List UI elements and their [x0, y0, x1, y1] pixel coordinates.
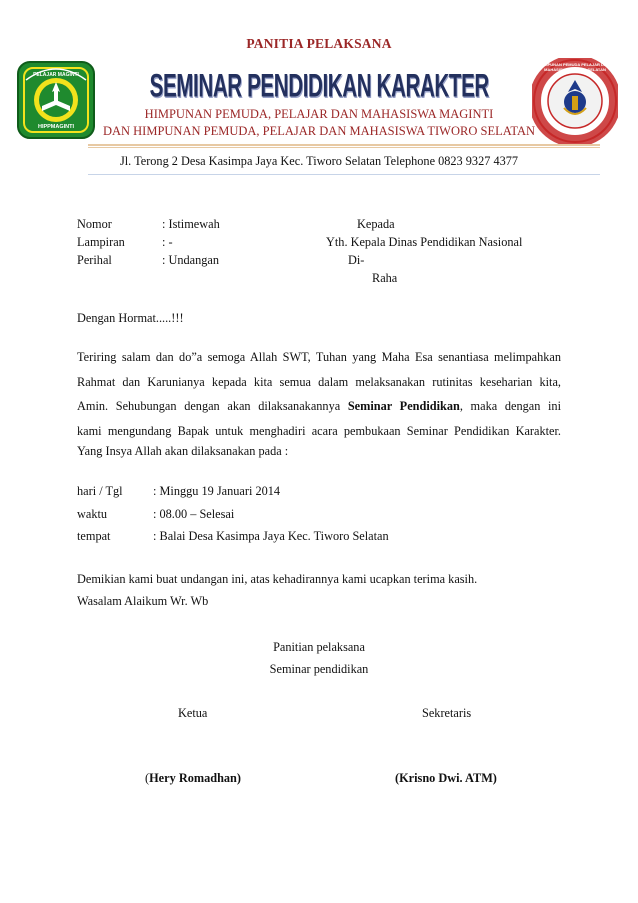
body-line-2: Rahmat dan Karunianya kepada kita semua dalam melaksanakan rutinitas keseharian kita, — [77, 374, 561, 389]
body-line-5: Yang Insya Allah akan dilaksanakan pada : — [77, 444, 289, 458]
day-value: : Minggu 19 Januari 2014 — [153, 484, 281, 498]
committee-signature-line-1: Panitian pelaksana — [273, 640, 365, 654]
body-line-3 — [77, 396, 561, 417]
event-banner — [0, 68, 638, 105]
organization-line-1: HIMPUNAN PEMUDA, PELAJAR DAN MAHASISWA MAGINTI — [144, 107, 494, 121]
committee-signature-line-2: Seminar pendidikan — [269, 662, 369, 676]
body-paragraph — [77, 347, 561, 462]
letterhead-divider-thin — [88, 147, 600, 148]
secretary-name: (Krisno Dwi. ATM) — [395, 771, 497, 785]
closing-line-1: Demikian kami buat undangan ini, atas kehadirannya kami ucapkan terima kasih. — [77, 572, 478, 586]
left-logo-top-text: PELAJAR MAGINTI — [33, 72, 79, 78]
right-logo-ring-text: HIMPUNAN PEMUDA PELAJAR DAN MAHASISWA TIWORO SELATAN — [540, 62, 610, 72]
recipient-city: Raha — [372, 271, 398, 285]
closing-line-2: Wasalam Alaikum Wr. Wb — [77, 594, 209, 608]
committee-title: PANITIA PELAKSANA — [246, 36, 392, 51]
place-value: : Balai Desa Kasimpa Jaya Kec. Tiworo Selatan — [153, 529, 389, 543]
time-label: waktu — [77, 507, 108, 521]
greeting: Dengan Hormat.....!!! — [77, 311, 184, 325]
lampiran-label: Lampiran — [77, 235, 125, 249]
chair-name — [145, 771, 241, 786]
day-label: hari / Tgl — [77, 484, 123, 498]
place-label: tempat — [77, 529, 111, 543]
organization-address: Jl. Terong 2 Desa Kasimpa Jaya Kec. Tiworo Selatan Telephone 0823 9327 4377 — [119, 154, 519, 168]
nomor-label: Nomor — [77, 217, 112, 231]
perihal-label: Perihal — [77, 253, 112, 267]
recipient-title: Yth. Kepala Dinas Pendidikan Nasional — [326, 235, 523, 249]
organization-line-2: DAN HIMPUNAN PEMUDA, PELAJAR DAN MAHASISWA TIWORO SELATAN — [102, 124, 536, 138]
body-line-3-end: , maka dengan ini — [459, 399, 561, 413]
body-line-1: Teriring salam dan do”a semoga Allah SWT, Tuhan yang Maha Esa senantiasa melimpahkan — [77, 350, 561, 364]
perihal-value: : Undangan — [162, 253, 220, 267]
left-logo-bottom-text: HIPPMAGINTI — [37, 124, 75, 130]
lampiran-value: : - — [162, 235, 173, 249]
chair-title: Ketua — [178, 706, 208, 720]
recipient-di: Di- — [348, 253, 365, 267]
nomor-value: : Istimewah — [162, 217, 220, 231]
event-banner-text: SEMINAR PENDIDIKAN KARAKTER — [149, 68, 489, 105]
letterhead-divider — [88, 144, 600, 146]
recipient-kepada: Kepada — [357, 217, 395, 231]
time-value: : 08.00 – Selesai — [153, 507, 235, 521]
chair-name-text: Hery Romadhan) — [149, 771, 241, 785]
body-line-3-start: Amin. Sehubungan dengan akan dilaksanakannya — [77, 399, 348, 413]
chair-name-open-paren: ( — [145, 771, 150, 785]
address-divider — [88, 174, 600, 175]
secretary-title: Sekretaris — [422, 706, 472, 720]
body-line-4: kami mengundang Bapak untuk menghadiri acara pembukaan Seminar Pendidikan Karakter. — [77, 423, 561, 438]
seminar-emphasis: Seminar Pendidikan — [347, 399, 460, 413]
